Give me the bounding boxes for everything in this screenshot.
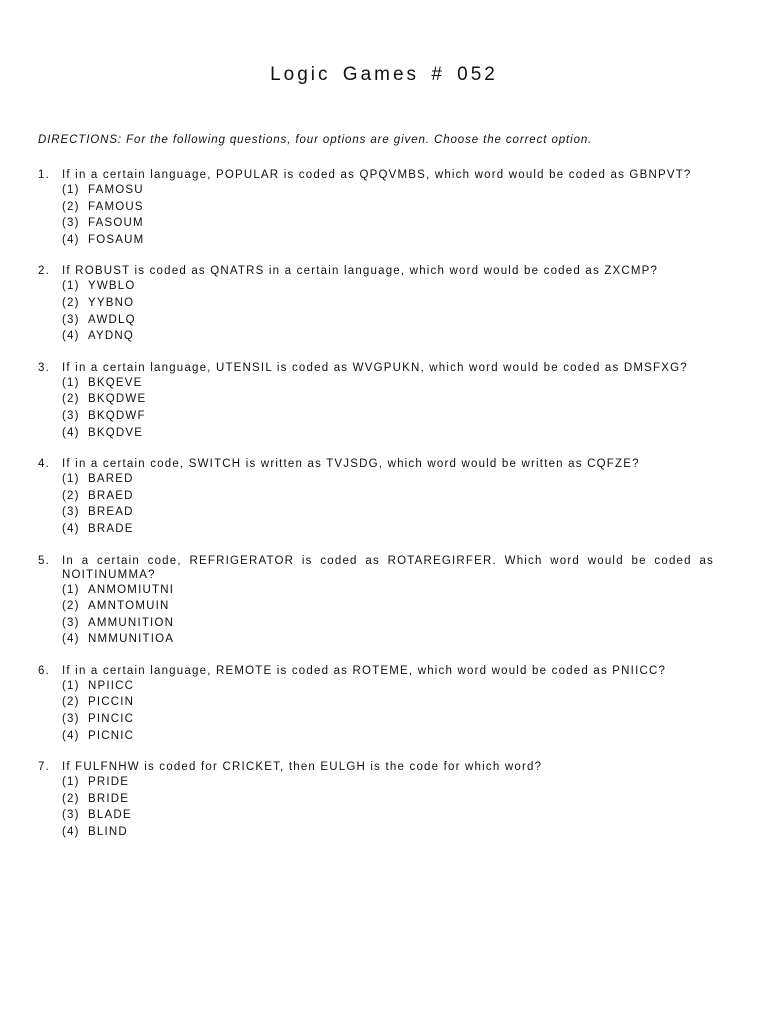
directions-text: DIRECTIONS: For the following questions, four options are given. Choose the correct option. (38, 134, 593, 146)
answer-option (62, 711, 714, 728)
option-label: (4) (62, 426, 80, 439)
question-text: If in a certain code, SWITCH is written as TVJSDG, which word would be written as CQFZE? (62, 458, 640, 471)
answer-option (62, 215, 714, 232)
answer-option (62, 598, 714, 615)
option-label: (3) (62, 217, 80, 230)
question-row (38, 264, 714, 278)
answer-option (62, 471, 714, 488)
option-text: AMNTOMUIN (88, 600, 170, 613)
option-text: AYDNQ (88, 330, 135, 343)
option-label: (2) (62, 489, 80, 502)
question-row (38, 664, 714, 678)
option-text: AMMUNITION (88, 616, 175, 629)
question-item (38, 264, 714, 344)
option-label: (1) (62, 280, 80, 293)
question-item (38, 760, 714, 840)
option-label: (3) (62, 409, 80, 422)
question-text: If in a certain language, REMOTE is coded as ROTEME, which word would be coded as PNIICC? (62, 664, 667, 677)
answer-option (62, 408, 714, 425)
option-label: (4) (62, 729, 80, 742)
option-text: NPIICC (88, 679, 135, 692)
question-number: 7. (38, 761, 50, 774)
option-list (62, 678, 714, 744)
option-text: ANMOMIUTNI (88, 583, 175, 596)
option-list (62, 582, 714, 648)
option-label: (3) (62, 506, 80, 519)
option-label: (1) (62, 583, 80, 596)
option-label: (1) (62, 376, 80, 389)
option-label: (2) (62, 696, 80, 709)
question-item (38, 554, 714, 648)
answer-option (62, 312, 714, 329)
option-label: (4) (62, 826, 80, 839)
option-label: (2) (62, 792, 80, 805)
option-text: FASOUM (88, 217, 144, 230)
option-label: (4) (62, 330, 80, 343)
question-item (38, 457, 714, 537)
question-number: 2. (38, 265, 50, 278)
option-text: PICNIC (88, 729, 135, 742)
option-text: NMMUNITIOA (88, 633, 175, 646)
answer-option (62, 824, 714, 841)
question-list (38, 168, 714, 857)
option-label: (4) (62, 633, 80, 646)
option-text: YYBNO (88, 296, 135, 309)
option-list (62, 774, 714, 840)
option-text: BLADE (88, 809, 132, 822)
question-number: 3. (38, 361, 50, 374)
answer-option (62, 488, 714, 505)
option-text: PICCIN (88, 696, 135, 709)
option-text: BREAD (88, 506, 134, 519)
option-text: PRIDE (88, 776, 130, 789)
answer-option (62, 631, 714, 648)
question-row (38, 168, 714, 182)
option-text: FOSAUM (88, 233, 145, 246)
answer-option (62, 295, 714, 312)
question-text: If in a certain language, POPULAR is coded as QPQVMBS, which word would be coded as GBNPVT? (62, 169, 692, 181)
answer-option (62, 375, 714, 392)
option-label: (3) (62, 313, 80, 326)
answer-option (62, 774, 714, 791)
question-number: 1. (38, 169, 50, 181)
question-row (38, 361, 714, 375)
question-item (38, 361, 714, 441)
answer-option (62, 504, 714, 521)
option-text: BRADE (88, 522, 134, 535)
answer-option (62, 278, 714, 295)
option-text: BKQDVE (88, 426, 144, 439)
answer-option (62, 678, 714, 695)
answer-option (62, 791, 714, 808)
option-text: FAMOSU (88, 184, 144, 196)
question-item (38, 168, 714, 248)
answer-option (62, 391, 714, 408)
answer-option (62, 694, 714, 711)
answer-option (62, 582, 714, 599)
option-label: (3) (62, 713, 80, 726)
question-row (38, 760, 714, 774)
option-label: (2) (62, 600, 80, 613)
answer-option (62, 182, 714, 199)
option-text: BKQDWF (88, 409, 146, 422)
option-text: BRAED (88, 489, 134, 502)
option-list (62, 471, 714, 537)
answer-option (62, 615, 714, 632)
question-text: If ROBUST is coded as QNATRS in a certain language, which word would be coded as ZXCMP? (62, 265, 659, 278)
option-label: (1) (62, 679, 80, 692)
option-text: BARED (88, 473, 134, 486)
option-label: (2) (62, 200, 80, 213)
option-text: YWBLO (88, 280, 136, 293)
question-number: 4. (38, 458, 50, 471)
page-title: Logic Games # 052 (270, 64, 498, 85)
question-text: If FULFNHW is coded for CRICKET, then EULGH is the code for which word? (62, 761, 543, 774)
option-text: PINCIC (88, 713, 135, 726)
option-label: (3) (62, 809, 80, 822)
option-text: BKQDWE (88, 393, 147, 406)
answer-option (62, 328, 714, 345)
answer-option (62, 232, 714, 249)
option-text: FAMOUS (88, 200, 144, 213)
option-list (62, 375, 714, 441)
option-label: (1) (62, 776, 80, 789)
option-text: BKQEVE (88, 376, 143, 389)
question-item (38, 664, 714, 744)
option-list (62, 182, 714, 248)
answer-option (62, 199, 714, 216)
option-label: (4) (62, 233, 80, 246)
option-list (62, 278, 714, 344)
option-label: (1) (62, 473, 80, 486)
option-label: (2) (62, 393, 80, 406)
question-number: 6. (38, 664, 50, 677)
question-text: In a certain code, REFRIGERATOR is coded as ROTAREGIRFER. Which word would be coded as NOITINUMMA? (62, 554, 714, 581)
option-text: AWDLQ (88, 313, 136, 326)
option-label: (3) (62, 616, 80, 629)
option-text: BLIND (88, 826, 128, 839)
option-text: BRIDE (88, 792, 130, 805)
question-row (38, 554, 714, 582)
answer-option (62, 521, 714, 538)
option-label: (1) (62, 184, 80, 196)
answer-option (62, 425, 714, 442)
question-number: 5. (38, 554, 50, 567)
question-text: If in a certain language, UTENSIL is coded as WVGPUKN, which word would be coded as DMSFXG? (62, 361, 688, 374)
answer-option (62, 807, 714, 824)
question-row (38, 457, 714, 471)
answer-option (62, 728, 714, 745)
option-label: (4) (62, 522, 80, 535)
option-label: (2) (62, 296, 80, 309)
